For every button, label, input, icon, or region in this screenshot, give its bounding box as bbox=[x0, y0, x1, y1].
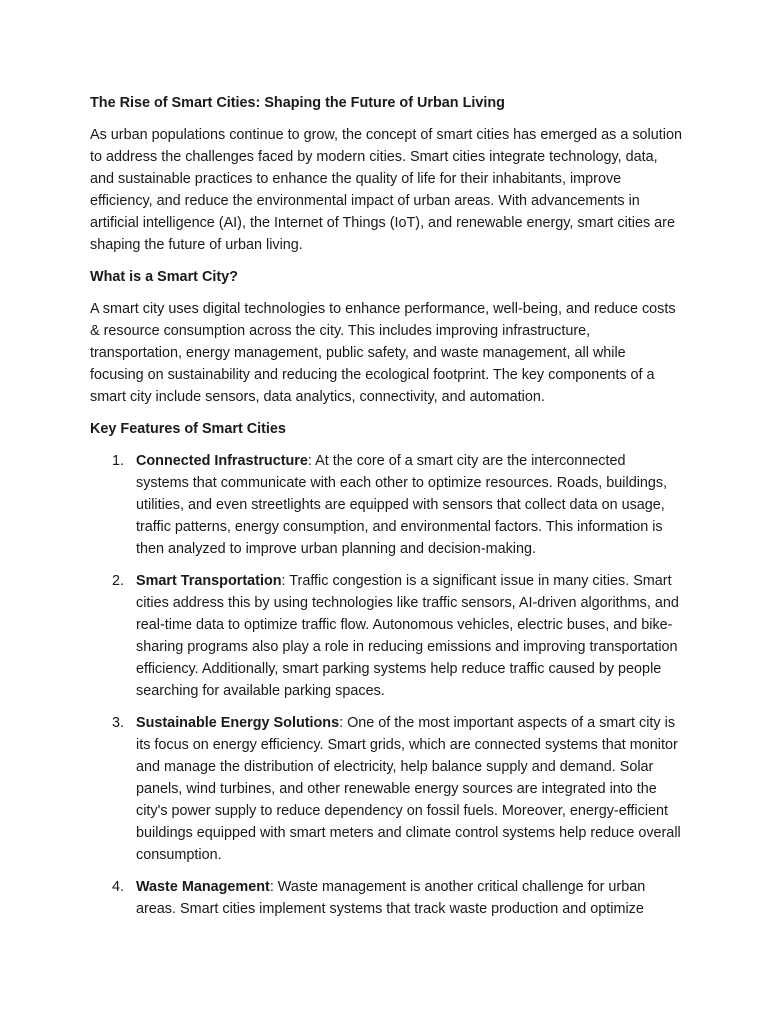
document-page bbox=[90, 92, 682, 930]
list-item-text: : Waste management is another critical challenge for urban areas. Smart cities implement systems that track waste production and optimize bbox=[136, 879, 646, 917]
list-item-term: Sustainable Energy Solutions bbox=[136, 715, 340, 731]
list-item-number: 4. bbox=[112, 879, 125, 895]
list-item-number: 1. bbox=[112, 453, 125, 469]
section-heading-what-is: What is a Smart City? bbox=[90, 269, 238, 285]
section-heading-key-features: Key Features of Smart Cities bbox=[90, 421, 286, 437]
list-item bbox=[90, 712, 682, 866]
list-item bbox=[90, 876, 682, 920]
section-paragraph-what-is: A smart city uses digital technologies to enhance performance, well-being, and reduce costs & resource consumption across the city. This includes improving infrastructure, transportation, energy management, public safety, and waste management, all while focusing on sustainability and reducing the ecological footprint. The key components of a smart city include sensors, data analytics, connectivity, and automation. bbox=[90, 301, 676, 405]
list-item-text: : At the core of a smart city are the interconnected systems that communicate with each other to optimize resources. Roads, buildings, utilities, and even streetlights are equipped with sensors that collect data on usage, traffic patterns, energy consumption, and environmental factors. This information is then analyzed to improve urban planning and decision-making. bbox=[136, 453, 668, 557]
list-item bbox=[90, 570, 682, 702]
document-title: The Rise of Smart Cities: Shaping the Future of Urban Living bbox=[90, 95, 505, 111]
list-item-text: : Traffic congestion is a significant issue in many cities. Smart cities address this by using technologies like traffic sensors, AI-driven algorithms, and real-time data to optimize traffic flow. Autonomous vehicles, electric buses, and bike-sharing programs also play a role in reducing emissions and improving transportation efficiency. Additionally, smart parking systems help reduce traffic caused by people searching for available parking spaces. bbox=[136, 573, 679, 699]
intro-paragraph: As urban populations continue to grow, the concept of smart cities has emerged as a solution to address the challenges faced by modern cities. Smart cities integrate technology, data, and sustainable practices to enhance the quality of life for their inhabitants, improve efficiency, and reduce the environmental impact of urban areas. With advancements in artificial intelligence (AI), the Internet of Things (IoT), and renewable energy, smart cities are shaping the future of urban living. bbox=[90, 127, 682, 253]
key-features-list bbox=[90, 450, 682, 920]
list-item-number: 2. bbox=[112, 573, 125, 589]
list-item-term: Connected Infrastructure bbox=[136, 453, 308, 469]
list-item-number: 3. bbox=[112, 715, 125, 731]
list-item-term: Smart Transportation bbox=[136, 573, 282, 589]
list-item-term: Waste Management bbox=[136, 879, 270, 895]
list-item bbox=[90, 450, 682, 560]
list-item-text: : One of the most important aspects of a smart city is its focus on energy efficiency. Smart grids, which are connected systems that monitor and manage the distribution of electricity, help balance supply and demand. Solar panels, wind turbines, and other renewable energy sources are integrated into the city's power supply to reduce dependency on fossil fuels. Moreover, energy-efficient buildings equipped with smart meters and climate control systems help reduce overall consumption. bbox=[136, 715, 681, 863]
